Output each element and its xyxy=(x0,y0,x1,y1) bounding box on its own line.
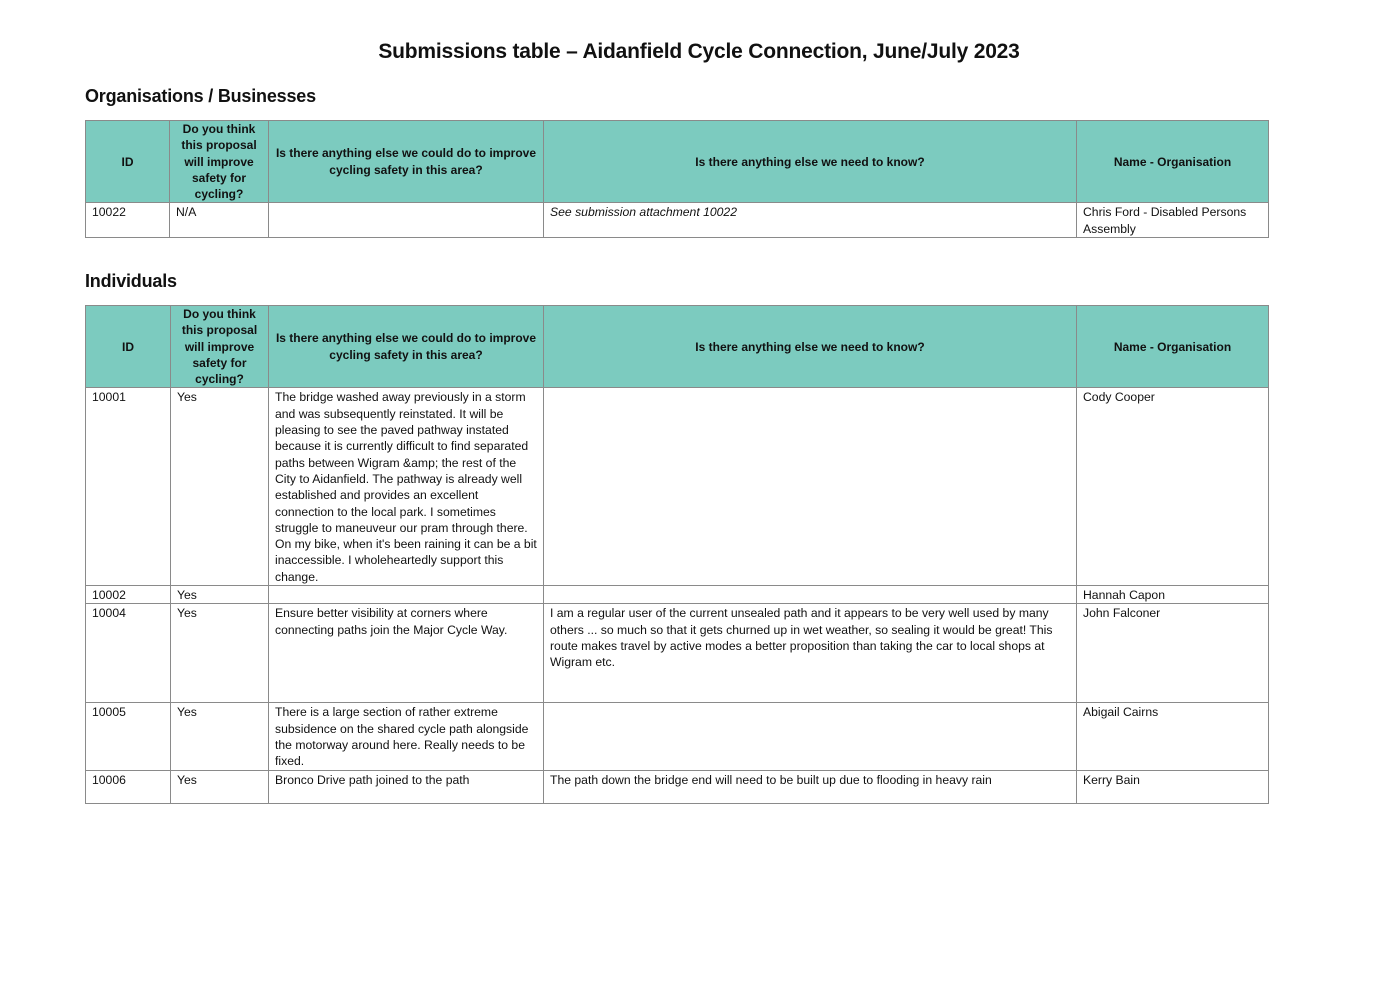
cell-know xyxy=(544,388,1077,586)
table-row xyxy=(86,703,1269,770)
column-header-id: ID xyxy=(86,121,170,203)
cell-safety: Yes xyxy=(171,388,269,586)
cell-improve: There is a large section of rather extreme subsidence on the shared cycle path alongside the motorway around here. Really needs to be fixed. xyxy=(269,703,544,770)
cell-know xyxy=(544,586,1077,604)
cell-know xyxy=(544,703,1077,770)
cell-safety: Yes xyxy=(171,770,269,803)
cell-safety: Yes xyxy=(171,604,269,703)
cell-name: Kerry Bain xyxy=(1077,770,1269,803)
cell-name: John Falconer xyxy=(1077,604,1269,703)
cell-know: See submission attachment 10022 xyxy=(544,203,1077,238)
cell-improve: Ensure better visibility at corners where connecting paths join the Major Cycle Way. xyxy=(269,604,544,703)
cell-name: Abigail Cairns xyxy=(1077,703,1269,770)
table-row xyxy=(86,604,1269,703)
table-row xyxy=(86,770,1269,803)
column-header-id: ID xyxy=(86,306,171,388)
column-header-safety: Do you think this proposal will improve safety for cycling? xyxy=(171,306,269,388)
cell-name: Hannah Capon xyxy=(1077,586,1269,604)
table-row xyxy=(86,586,1269,604)
cell-id: 10001 xyxy=(86,388,171,586)
table-header-row xyxy=(86,121,1269,203)
column-header-name: Name - Organisation xyxy=(1077,121,1269,203)
cell-id: 10022 xyxy=(86,203,170,238)
cell-id: 10004 xyxy=(86,604,171,703)
individuals-table xyxy=(85,305,1269,804)
cell-id: 10006 xyxy=(86,770,171,803)
cell-id: 10005 xyxy=(86,703,171,770)
column-header-improve: Is there anything else we could do to improve cycling safety in this area? xyxy=(269,121,544,203)
cell-improve: Bronco Drive path joined to the path xyxy=(269,770,544,803)
column-header-know: Is there anything else we need to know? xyxy=(544,121,1077,203)
cell-know: I am a regular user of the current unsealed path and it appears to be very well used by many others ... so much so that it gets churned up in wet weather, so sealing it would be great! This route makes travel by active modes a better proposition than taking the car to local shops at Wigram etc. xyxy=(544,604,1077,703)
cell-know: The path down the bridge end will need to be built up due to flooding in heavy rain xyxy=(544,770,1077,803)
table-row xyxy=(86,388,1269,586)
cell-improve xyxy=(269,203,544,238)
column-header-know: Is there anything else we need to know? xyxy=(544,306,1077,388)
table-header-row xyxy=(86,306,1269,388)
organisations-table xyxy=(85,120,1269,238)
table-row xyxy=(86,203,1269,238)
document-title: Submissions table – Aidanfield Cycle Connection, June/July 2023 xyxy=(378,40,1020,63)
cell-id: 10002 xyxy=(86,586,171,604)
cell-safety: Yes xyxy=(171,703,269,770)
column-header-improve: Is there anything else we could do to improve cycling safety in this area? xyxy=(269,306,544,388)
cell-safety: N/A xyxy=(170,203,269,238)
cell-improve xyxy=(269,586,544,604)
individuals-heading: Individuals xyxy=(85,271,177,291)
cell-name: Chris Ford - Disabled Persons Assembly xyxy=(1077,203,1269,238)
organisations-heading: Organisations / Businesses xyxy=(85,86,316,106)
cell-improve: The bridge washed away previously in a storm and was subsequently reinstated. It will be pleasing to see the paved pathway instated because it is currently difficult to find separated paths between Wigram &amp; the rest of the City to Aidanfield. The pathway is already well established and provides an excellent connection to the local park. I sometimes struggle to maneuveur our pram through there. On my bike, when it's been raining it can be a bit inaccessible. I wholeheartedly support this change. xyxy=(269,388,544,586)
cell-safety: Yes xyxy=(171,586,269,604)
cell-name: Cody Cooper xyxy=(1077,388,1269,586)
column-header-safety: Do you think this proposal will improve safety for cycling? xyxy=(170,121,269,203)
column-header-name: Name - Organisation xyxy=(1077,306,1269,388)
